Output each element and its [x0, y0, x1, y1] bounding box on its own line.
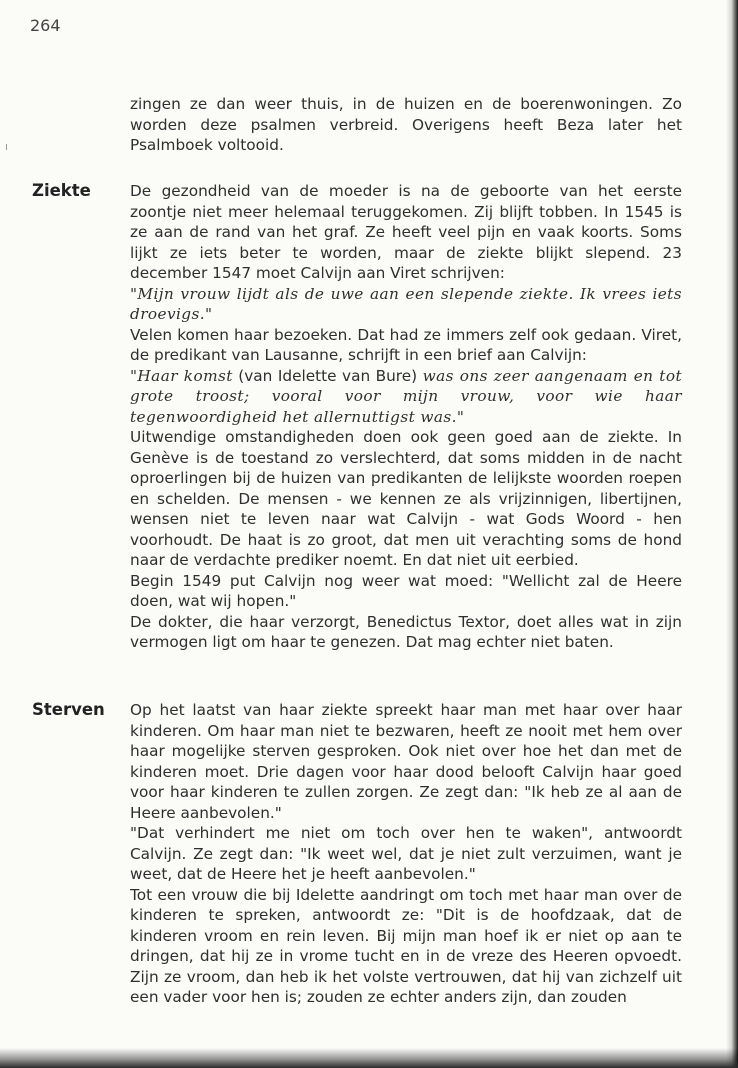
- page-number: 264: [30, 16, 61, 35]
- paragraph: De gezondheid van de moeder is na de geboorte van het eerste zoontje niet meer helemaal teruggekomen. Zij blijft tobben. In 1545 is ze aan de rand van het graf. Ze heeft veel pijn en vaak koorts. Soms lijkt ze iets beter te worden, maar de ziekte blijkt slepend. 23 december 1547 moet Calvijn aan Viret schrijven:: [130, 182, 682, 282]
- paragraph: Uitwendige omstandigheden doen ook geen goed aan de ziekte. In Genève is de toestand zo verslechterd, dat soms midden in de nacht oproerlingen bij de huizen van predikanten de lelijkste woorden roepen en schelden. De mensen - we kennen ze als vrijzinnigen, libertijnen, wensen niet te leven naar wat Calvijn - wat Gods Woord - hen voorhoudt. De haat is zo groot, dat men uit verachting soms de hond naar de verdachte prediker noemt. En dat niet uit eerbied.: [130, 428, 682, 569]
- margin-heading-sterven: Sterven: [32, 700, 105, 719]
- margin-heading-ziekte: Ziekte: [32, 181, 91, 200]
- paragraph: Op het laatst van haar ziekte spreekt haar man met haar over haar kinderen. Om haar man niet te bezwaren, heeft ze nooit met hem over haar mogelijke sterven gesproken. Ook niet over hoe het dan met de kinderen moet. Drie dagen voor haar dood belooft Calvijn haar goed voor haar kinderen te zullen zorgen. Ze zegt dan: "Ik heb ze al aan de Heere aanbevolen.": [130, 701, 682, 822]
- paragraph: Tot een vrouw die bij Idelette aandringt om toch met haar man over de kinderen te spreken, antwoordt ze: "Dit is de hoofdzaak, dat de kinderen vroom en rein leven. Bij mijn man hoef ik er niet op aan te dringen, dat hij ze in vrome tucht en in de vreze des Heeren opvoedt. Zijn ze vroom, dan heb ik het volste vertrouwen, dat hij van zichzelf uit een vader voor hen is; zouden ze echter anders zijn, dan zouden: [130, 885, 682, 1006]
- page-bottom-shadow: [0, 1048, 738, 1068]
- quote-aside: (van Idelette van Bure): [232, 366, 423, 385]
- quote: "Mijn vrouw lijdt als de uwe aan een slepende ziekte. Ik vrees iets droevigs.": [130, 284, 682, 323]
- paragraph: Velen komen haar bezoeken. Dat had ze immers zelf ook gedaan. Viret, de predikant van Lausanne, schrijft in een brief aan Calvijn:: [130, 325, 682, 364]
- margin-mark: [6, 144, 7, 150]
- section-sterven: [130, 700, 682, 1008]
- quote-part: "Haar komst: [130, 366, 233, 385]
- paragraph: Begin 1549 put Calvijn nog weer wat moed: "Wellicht zal de Heere doen, wat wij hopen.": [130, 571, 682, 610]
- paragraph: zingen ze dan weer thuis, in de huizen en de boerenwoningen. Zo worden deze psalmen verbreid. Overigens heeft Beza later het Psalmboek voltooid.: [130, 95, 682, 154]
- page-edge-shadow: [726, 0, 738, 1068]
- quote-part: was ons zeer aangenaam en tot grote troost; vooral voor mijn vrouw, voor wie haar tegenwoordigheid het allernuttigst was.": [130, 366, 683, 426]
- paragraph: "Dat verhindert me niet om toch over hen te waken", antwoordt Calvijn. Ze zegt dan: "Ik weet wel, dat je niet zult verzuimen, want je weet, dat de Heere het je heeft aanbevolen.": [130, 824, 682, 883]
- section-ziekte: [130, 181, 682, 653]
- paragraph: De dokter, die haar verzorgt, Benedictus Textor, doet alles wat in zijn vermogen ligt om haar te genezen. Dat mag echter niet baten.: [130, 612, 682, 651]
- section-intro: [130, 94, 682, 156]
- quote: [130, 366, 682, 428]
